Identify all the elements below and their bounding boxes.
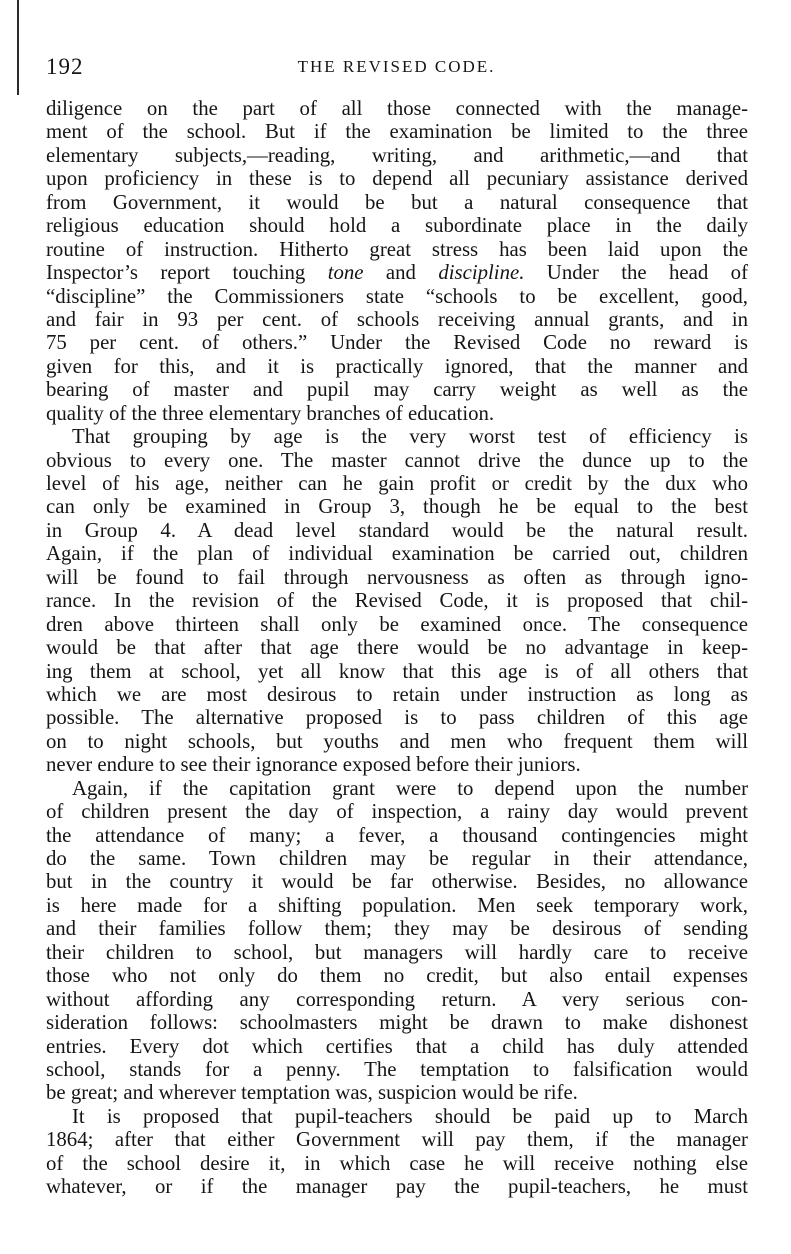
text-line: those who not only do them no credit, but also entail expenses (46, 964, 748, 988)
text-line: 75 per cent. of others.” Under the Revised Code no reward is (46, 331, 748, 355)
text-line: never endure to see their ignorance exposed before their juniors. (46, 753, 581, 777)
text-line: bearing of master and pupil may carry weight as well as the (46, 378, 748, 402)
text-line: and fair in 93 per cent. of schools receiving annual grants, and in (46, 307, 748, 331)
text-line: Again, if the plan of individual examination be carried out, children (46, 542, 748, 566)
body-text (46, 97, 748, 1199)
text-run: Under the head of (524, 261, 748, 285)
binding-edge-rule (17, 0, 19, 95)
text-line: sideration follows: schoolmasters might be drawn to make dishonest (46, 1011, 748, 1035)
text-line: of the school desire it, in which case he will receive nothing else (46, 1151, 748, 1175)
text-line: school, stands for a penny. The temptation to falsification would (46, 1057, 748, 1081)
text-line: ing them at school, yet all know that this age is of all others that (46, 659, 748, 683)
italic-term-tone: tone (327, 261, 364, 285)
text-line: and their families follow them; they may be desirous of sending (46, 917, 748, 941)
text-line: level of his age, neither can he gain profit or credit by the dux who (46, 472, 748, 495)
text-line: elementary subjects,—reading, writing, and arithmetic,—and that (46, 143, 748, 167)
text-line: dren above thirteen shall only be examined once. The consequence (46, 612, 748, 636)
text-line: given for this, and it is practically ignored, that the manner and (46, 354, 748, 378)
paragraph (46, 97, 748, 425)
text-line (46, 261, 748, 284)
text-line: rance. In the revision of the Revised Code, it is proposed that chil- (46, 589, 748, 613)
running-head (46, 54, 747, 82)
text-line: diligence on the part of all those connected with the manage- (46, 97, 748, 120)
text-line: That grouping by age is the very worst test of efficiency is (72, 425, 748, 449)
text-line: is here made for a shifting population. Men seek temporary work, (46, 893, 748, 917)
text-line: routine of instruction. Hitherto great stress has been laid upon the (46, 237, 748, 261)
text-line: Again, if the capitation grant were to depend upon the number (72, 776, 748, 800)
text-line: from Government, it would be but a natural consequence that (46, 190, 748, 214)
text-line: religious education should hold a subordinate place in the daily (46, 214, 748, 238)
text-line: but in the country it would be far otherwise. Besides, no allowance (46, 870, 748, 894)
text-run: and (363, 261, 439, 285)
text-line: 1864; after that either Government will pay them, if the manager (46, 1128, 748, 1152)
text-line: entries. Every dot which certifies that a child has duly attended (46, 1034, 748, 1058)
text-line: can only be examined in Group 3, though he be equal to the best (46, 495, 748, 519)
text-line: It is proposed that pupil-teachers should be paid up to March (72, 1104, 748, 1128)
text-line: on to night schools, but youths and men who frequent them will (46, 729, 748, 753)
italic-term-discipline: discipline. (438, 261, 525, 285)
text-line: of children present the day of inspection, a rainy day would prevent (46, 800, 748, 824)
text-line: obvious to every one. The master cannot drive the dunce up to the (46, 448, 748, 472)
text-line: which we are most desirous to retain under instruction as long as (46, 682, 748, 706)
text-line: will be found to fail through nervousness as often as through igno- (46, 565, 748, 589)
paragraph (46, 777, 748, 1105)
text-line: upon proficiency in these is to depend all pecuniary assistance derived (46, 167, 748, 191)
paragraph (46, 425, 748, 777)
text-line: ment of the school. But if the examination be limited to the three (46, 120, 748, 144)
text-line: possible. The alternative proposed is to pass children of this age (46, 706, 748, 730)
text-line: in Group 4. A dead level standard would be the natural result. (46, 518, 748, 542)
text-line: quality of the three elementary branches of education. (46, 401, 495, 425)
text-line: the attendance of many; a fever, a thousand contingencies might (46, 823, 748, 847)
text-line: without affording any corresponding return. A very serious con- (46, 987, 748, 1011)
text-line: whatever, or if the manager pay the pupil-teachers, he must (46, 1175, 748, 1199)
text-line: do the same. Town children may be regular in their attendance, (46, 847, 748, 870)
page-number: 192 (46, 54, 84, 79)
running-title: THE REVISED CODE. (297, 57, 496, 76)
paragraph (46, 1105, 748, 1199)
text-line: be great; and wherever temptation was, suspicion would be rife. (46, 1081, 578, 1105)
text-line: would be that after that age there would be no advantage in keep- (46, 636, 748, 660)
text-run: Inspector’s report touching (46, 261, 328, 285)
text-line: their children to school, but managers will hardly care to receive (46, 940, 748, 964)
text-line: “discipline” the Commissioners state “schools to be excellent, good, (46, 284, 748, 308)
